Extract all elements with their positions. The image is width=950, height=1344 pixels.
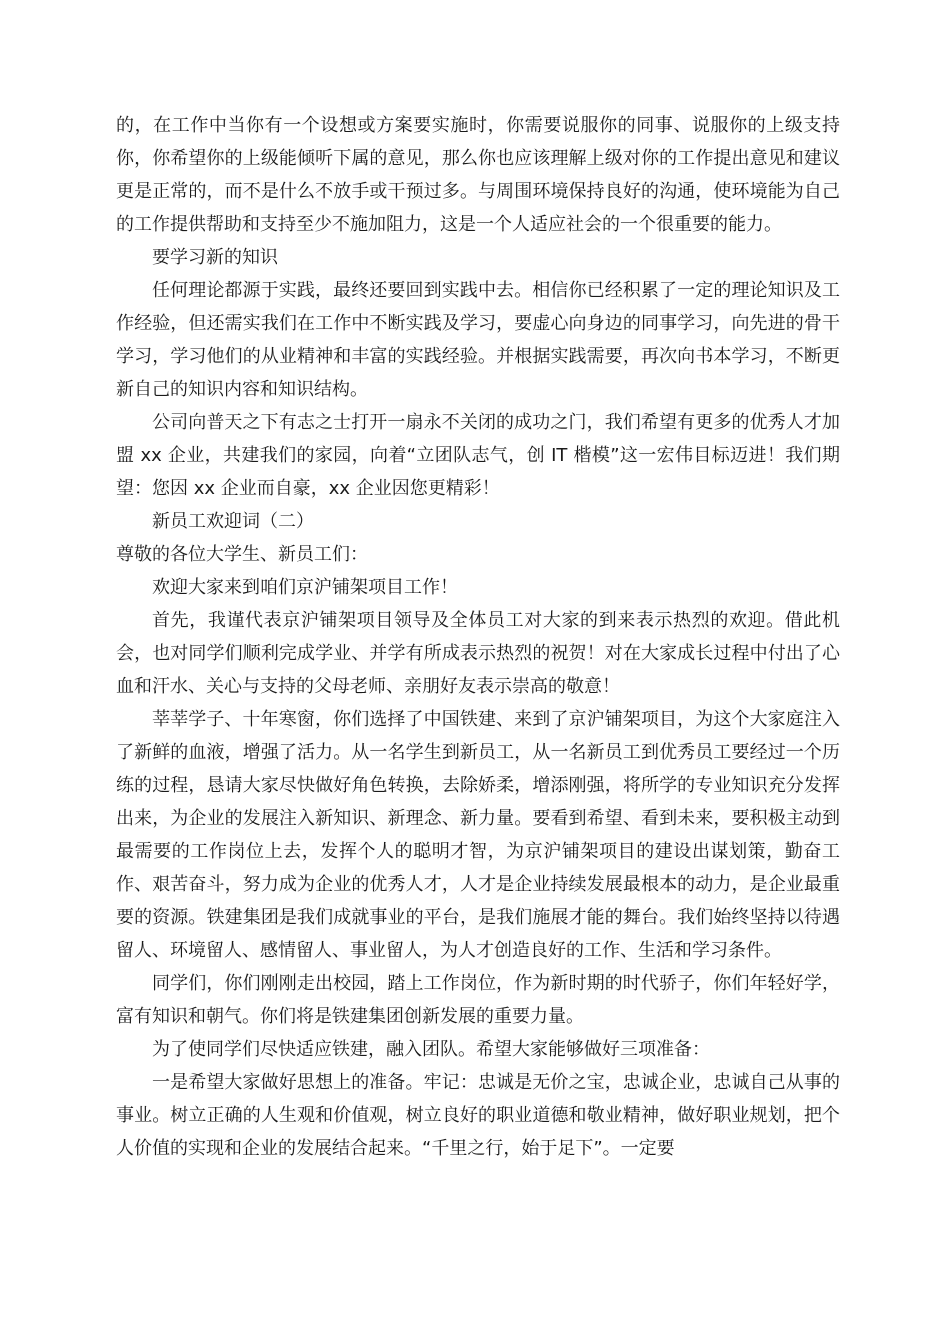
paragraph: 公司向普天之下有志之士打开一扇永不关闭的成功之门，我们希望有更多的优秀人才加盟 xx 企业，共建我们的家园，向着“立团队志气，创 IT 楷模”这一宏伟目标迈进！我们期望：您因 xx 企业而自豪，xx 企业因您更精彩！: [116, 412, 840, 499]
paragraph: 任何理论都源于实践，最终还要回到实践中去。相信你已经积累了一定的理论知识及工作经验，但还需实我们在工作中不断实践及学习，要虚心向身边的同事学习，向先进的骨干学习，学习他们的从业精神和丰富的实践经验。并根据实践需要，再次向书本学习，不断更新自己的知识内容和知识结构。: [116, 280, 840, 400]
document-body: [116, 109, 840, 1165]
paragraph: 一是希望大家做好思想上的准备。牢记：忠诚是无价之宝，忠诚企业，忠诚自己从事的事业。树立正确的人生观和价值观，树立良好的职业道德和敬业精神，做好职业规划，把个人价值的实现和企业的发展结合起来。“千里之行，始于足下”。一定要: [116, 1072, 840, 1159]
section-heading: 新员工欢迎词（二）: [152, 511, 314, 532]
paragraph: 莘莘学子、十年寒窗，你们选择了中国铁建、来到了京沪铺架项目，为这个大家庭注入了新鲜的血液，增强了活力。从一名学生到新员工，从一名新员工到优秀员工要经过一个历练的过程，恳请大家尽快做好角色转换，去除娇柔，增添刚强，将所学的专业知识充分发挥出来，为企业的发展注入新知识、新理念、新力量。要看到希望、看到未来，要积极主动到最需要的工作岗位上去，发挥个人的聪明才智，为京沪铺架项目的建设出谋划策，勤奋工作、艰苦奋斗，努力成为企业的优秀人才，人才是企业持续发展最根本的动力，是企业最重要的资源。铁建集团是我们成就事业的平台，是我们施展才能的舞台。我们始终坚持以待遇留人、环境留人、感情留人、事业留人，为人才创造良好的工作、生活和学习条件。: [116, 709, 840, 961]
paragraph: 同学们，你们刚刚走出校园，踏上工作岗位，作为新时期的时代骄子，你们年轻好学，富有知识和朝气。你们将是铁建集团创新发展的重要力量。: [116, 973, 840, 1027]
salutation: 尊敬的各位大学生、新员工们：: [116, 544, 368, 565]
paragraph: 的，在工作中当你有一个设想或方案要实施时，你需要说服你的同事、说服你的上级支持你，你希望你的上级能倾听下属的意见，那么你也应该理解上级对你的工作提出意见和建议更是正常的，而不是什么不放手或干预过多。与周围环境保持良好的沟通，使环境能为自己的工作提供帮助和支持至少不施加阻力，这是一个人适应社会的一个很重要的能力。: [116, 115, 840, 235]
paragraph: 欢迎大家来到咱们京沪铺架项目工作！: [152, 577, 458, 598]
section-heading: 要学习新的知识: [152, 247, 278, 268]
paragraph: 首先，我谨代表京沪铺架项目领导及全体员工对大家的到来表示热烈的欢迎。借此机会，也对同学们顺利完成学业、并学有所成表示热烈的祝贺！对在大家成长过程中付出了心血和汗水、关心与支持的父母老师、亲朋好友表示崇高的敬意！: [116, 610, 840, 697]
paragraph: 为了使同学们尽快适应铁建，融入团队。希望大家能够做好三项准备：: [152, 1039, 710, 1060]
